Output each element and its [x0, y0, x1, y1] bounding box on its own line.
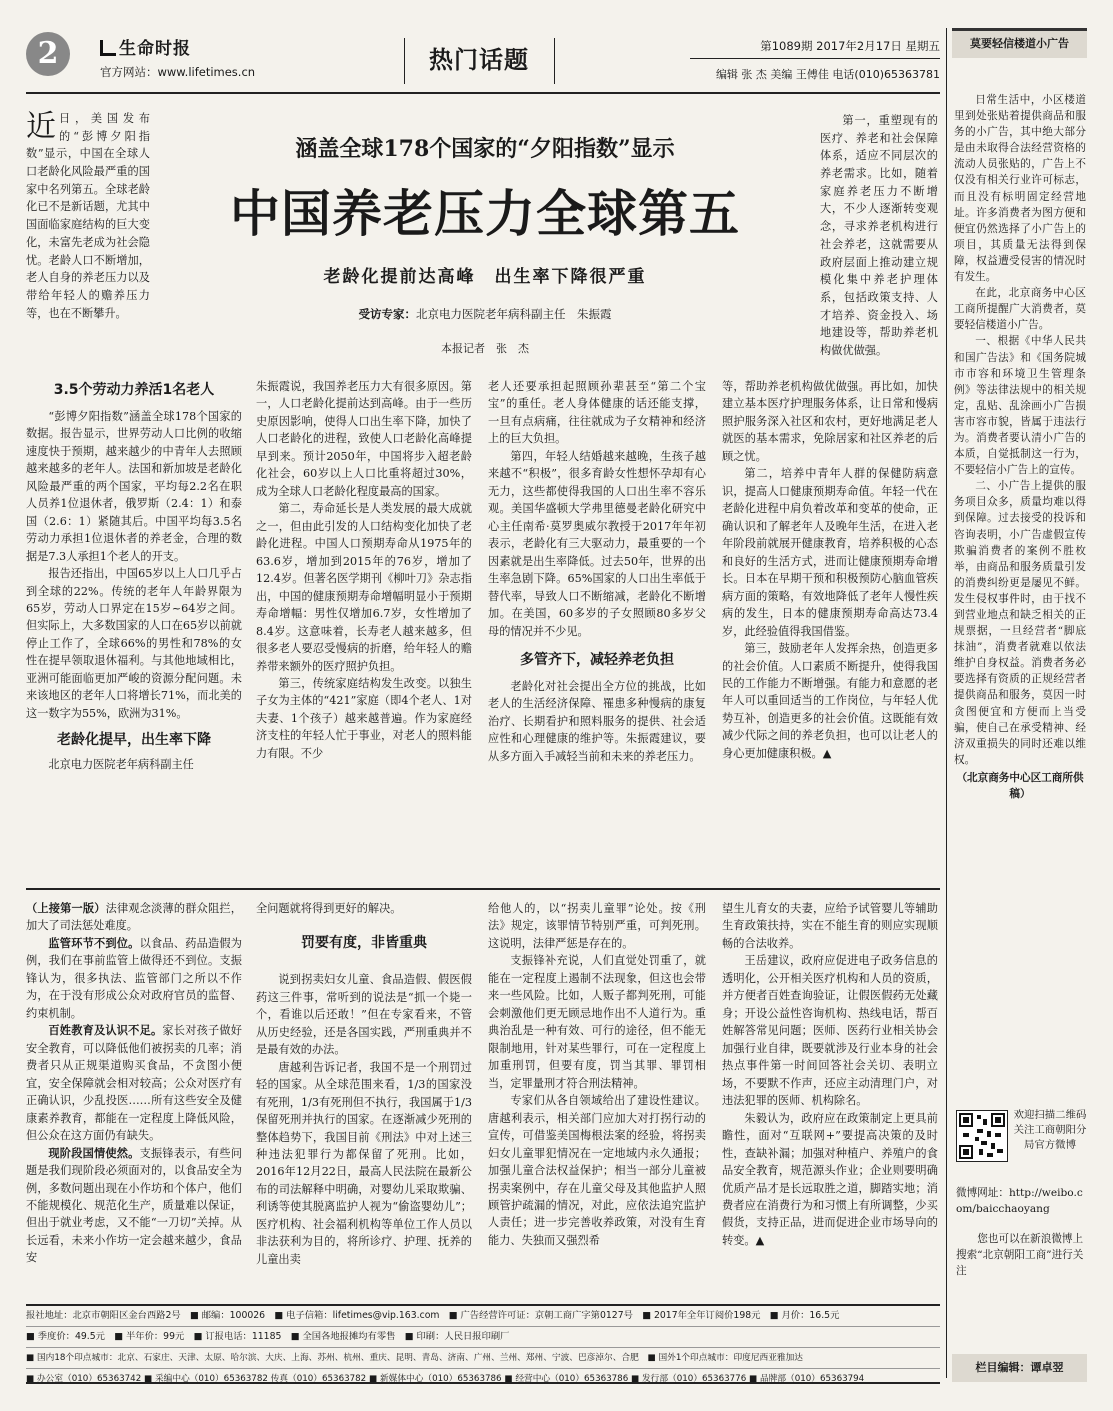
drop-cap: 近 — [26, 109, 56, 144]
paragraph: 朱毅认为，政府应在政策制定上更具前瞻性，面对“互联网+”要提高决策的及时性，查缺补漏；加强对种植户、养殖户的食品安全教育，规范源头作业；企业则要明确优质产品才是长远取胜之道，脚踏实地；消费者应在消费行为和习惯上有所调整，少买假货，支持正品，进而促进企业市场导向的转变。▲ — [722, 1111, 938, 1247]
column-2 — [256, 378, 472, 762]
paragraph: 老龄化对社会提出全方位的挑战，比如老人的生活经济保障、罹患多种慢病的康复治疗、长期看护和照料服务的提供、社会适应性和心理健康的维护等。朱振霞建议，要从多方面入手减轻当前和未来的养老压力。 — [488, 679, 706, 763]
sidebar-title: 莫要轻信楼道小广告 — [970, 37, 1069, 50]
column-4 — [722, 378, 938, 762]
main-headline: 中国养老压力全球第五 — [230, 185, 740, 243]
paragraph: 北京电力医院老年病科副主任 — [48, 758, 194, 772]
paragraph: 唐越利告诉记者，我国不是一个刑罚过轻的国家。从全球范围来看，1/3的国家没有死刑，1/3有死刑但不执行，我国属于1/3保留死刑并执行的国家。在逐渐减少死刑的整体趋势下，我国目前《刑法》中对上述三种违法犯罪行为都保留了死刑。比如，2016年12月22日，最高人民法院在最新公布的司法解释中明确，对婴幼儿采取欺骗、利诱等使其脱离监护人视为“偷盗婴幼儿”；医疗机构、社会福利机构等单位工作人员以非法获利为目的，将所诊疗、护理、抚养的儿童出卖 — [256, 1060, 472, 1266]
paragraph: 现阶段国情使然。支振锋表示，有些问题是我们现阶段必须面对的，以食品安全为例，多数问题出现在小作坊和个体户，他们不能规模化、规范化生产，质量难以保证，但出于就业考虑，又不能“一刀切”关掉。从长远看，未来小作坊一定会越来越少，食品安 — [26, 1145, 242, 1265]
paragraph: 日常生活中，小区楼道里到处张贴着提供商品和服务的小广告，其中绝大部分是由未取得合法经营资格的流动人员张贴的，广告上不仅没有相关行业许可标志，而且没有标明固定经营地址。许多消费者为图方便和便宜仍然选择了小广告上的项目，其质量无法得到保障，权益遭受侵害的情况时有发生。 — [954, 94, 1086, 284]
subheading-workforce: 3.5个劳动力养活1名老人 — [53, 382, 215, 398]
column-3 — [488, 378, 706, 765]
expert-label: 受访专家： — [358, 307, 416, 321]
paragraph: 报告还指出，中国65岁以上人口几乎占到全球的22%。传统的老年人年龄界限为65岁，劳动人口界定在15岁~64岁之间。但实际上，大多数国家的人口在65岁以前就停止工作了，全球66%的男性和78%的女性在提早领取退休福利。与其他地域相比，亚洲可能面临更加严峻的资源分配问题。未来该地区的老年人口将增长71%，而北美的这一数字为55%，欧洲为31%。 — [26, 567, 242, 720]
logo — [100, 34, 191, 59]
footer-row: ■ 季度价：49.5元 ■ 半年价：99元 ■ 订报电话：11185 ■ 全国各地报摊均有零售 ■ 印刷：人民日报印刷厂 — [26, 1327, 940, 1348]
paragraph: 第二，培养中青年人群的保健防病意识，提高人口健康预期寿命值。年轻一代在老龄化进程中肩负着改革和变革的使命，正确认识和了解老年人及晚年生活，在进入老年阶段前就展开健康教育，培养积极的心态和良好的生活方式，进而让健康预期寿命增长。日本在早期干预和积极预防心脑血管疾病方面的策略，有效地降低了老年人慢性疾病的发生，日本的健康预期寿命高达73.4岁，此经验值得我国借鉴。 — [722, 467, 938, 638]
column-editor: 栏目编辑：谭卓翌 — [952, 1354, 1087, 1382]
column-1 — [26, 380, 242, 774]
subheading-measures: 多管齐下，减轻养老负担 — [520, 652, 674, 669]
bottom-column-4 — [722, 900, 938, 1249]
page-number: 2 — [37, 36, 59, 71]
expert-line — [158, 306, 812, 324]
subheading-punishment: 罚要有度，非皆重典 — [301, 935, 427, 952]
paragraph: 给他人的，以“拐卖儿童罪”论处。按《刑法》规定，该罪情节特别严重，可判死刑。这说明，法律严惩是存在的。 — [488, 902, 706, 950]
editors-info: 编辑 张 杰 美编 王傅佳 电话(010)65363781 — [715, 68, 940, 81]
reporter: 本报记者 张 杰 — [441, 342, 529, 355]
paragraph: 望生儿育女的夫妻，应给予试管婴儿等辅助生育政策扶持，实在不能生育的则应实现顺畅的合法收养。 — [722, 902, 938, 950]
paragraph: 说到拐卖妇女儿童、食品造假、假医假药这三件事，常听到的说法是“抓一个毙一个，看谁以后还敢！”但在专家看来，不管从历史经验，还是各国实践，严刑重典并不是最有效的办法。 — [256, 973, 472, 1057]
deck: 老龄化提前达高峰 出生率下降很严重 — [323, 267, 647, 287]
paragraph: “彭博夕阳指数”涵盖全球178个国家的数据。报告显示，世界劳动人口比例的收缩速度快于预期，越来越少的中青年人去照顾越来越多的老年人。法国和新加坡是老龄化风险最严重的两个国家，平均每2.2名在职人员养1位退休者，俄罗斯（2.4：1）和泰国（2.6：1）紧随其后。中国平均每3.5名劳动力承担1位退休者的养老金，合理的数据是7.3人承担1个老人的开支。 — [26, 409, 242, 563]
paragraph: 老人还要承担起照顾孙辈甚至“第二个宝宝”的重任。老人身体健康的话还能支撑，一旦有点病痛，往往就成为子女精神和经济上的巨大负担。 — [488, 380, 706, 446]
paragraph: 监管环节不到位。以食品、药品造假为例，我们在事前监管上做得还不到位。支振锋认为，很多执法、监管部门之所以不作为，在于没有形成公众对政府官员的监督、约束机制。 — [26, 935, 242, 1020]
logo-mark — [100, 40, 116, 56]
paragraph: 一、根据《中华人民共和国广告法》和《国务院城市市容和环境卫生管理条例》等法律法规中的相关规定，乱贴、乱涂画小广告损害市容市貌，皆属于违法行为。消费者要认清小广告的本质，自觉抵制这一行为，不要轻信小广告上的宣传。 — [954, 335, 1086, 477]
paragraph: 第四，年轻人结婚越来越晚，生孩子越来越不“积极”，很多育龄女性想怀孕却有心无力，这些都使得我国的人口出生率不容乐观。美国华盛顿大学弗里德曼老龄化研究中心主任南希·莫罗奥威尔教授于2017年年初表示，老龄化有三大驱动力，最重要的一个因素就是出生率降低。过去50年，世界的出生率急剧下降。65%国家的人口出生率低于替代率，导致人口不断缩减，老龄化不断增加。在美国，60多岁的子女照顾80多岁父母的情况并不少见。 — [488, 449, 706, 638]
paragraph: 等，帮助养老机构做优做强。再比如，加快建立基本医疗护理服务体系，让日常和慢病照护服务深入社区和农村，更好地满足老人就医的基本需求，免除居家和社区养老的后顾之忧。 — [722, 380, 938, 463]
bottom-column-3 — [488, 900, 706, 1249]
qr-code-icon — [956, 1110, 1008, 1162]
sidebar-header — [952, 28, 1087, 58]
subheading-aging: 老龄化提早，出生率下降 — [57, 732, 211, 749]
expert-name: 北京电力医院老年病科副主任 朱振霞 — [416, 307, 612, 321]
footer-row: ■ 办公室（010）65363742 ■ 采编中心（010）65363782 传真（010）65363782 ■ 新媒体中心（010）65363786 ■ 经营中心（010）65363786 ■ 发行部（010）65363776 ■ 品牌部（010）65363794 — [26, 1374, 865, 1384]
right-top-text: 第一，重塑现有的医疗、养老和社会保障体系，适应不同层次的养老需求。比如，随着家庭养老压力不断增大，不少人逐渐转变观念，寻求养老机构进行社会养老，这就需要从政府层面上推动建立规模化集中养老护理体系，包括政策支持、人才培养、资金投入、场地建设等，帮助养老机构做优做强。 — [820, 114, 938, 357]
paragraph: 专家们从各自领域给出了建设性建议。唐越利表示，相关部门应加大对打拐行动的宣传，可借鉴美国梅根法案的经验，将拐卖妇女儿童罪犯情况在一定地域内永久通报；加强儿童合法权益保护；相当一部分儿童被拐卖案例中，存在儿童父母及其他监护人照顾管护疏漏的情况，对此，应依法追究监护人责任；进一步完善收养政策，对没有生育能力、失独而又强烈希 — [488, 1094, 706, 1247]
page-number-badge — [26, 32, 70, 76]
bottom-column-1: （上接第一版）法律观念淡薄的群众阻拦，加大了司法惩处难度。 监管环节不到位。以食品、药品造假为例，我们在事前监管上做得还不到位。支振锋认为，很多执法、监管部门之所以不作为，在于没有形成公众对政府官员的监督、约束机制。 百姓教育及认识不足。家长对孩子做好安全教育，可以降低他们被拐卖的几率；消费者只从正规渠道购买食品，不贪图小便宜，安全保障就会相对较高；公众对医疗有正确认识，少乱投医……所有这些安全及健康素养教育，都能在一定程度上降低风险，但公众在这方面仍有缺失。 现阶段国情使然。支振锋表示，有些问题是我们现阶段必须面对的，以食品安全为例，多数问题出现在小作坊和个体户，他们不能规模化、规范化生产，质量难以保证，但出于就业考虑，又不能“一刀切”关掉。从长远看，未来小作坊一定会越来越少，食品安 — [26, 900, 242, 1267]
continued-label: （上接第一版） — [26, 901, 106, 915]
weibo-url[interactable]: 微博网址：http://weibo.com/baicchaoyang — [956, 1187, 1083, 1215]
paragraph: 第二，寿命延长是人类发展的最大成就之一，但由此引发的人口结构变化加快了老龄化进程。中国人口预期寿命从1975年的63.6岁，增加到2015年的76岁，增加了12.4岁。但著名医学期刊《柳叶刀》杂志指出，中国的健康预期寿命增幅明显小于预期寿命增幅：男性仅增加6.7岁，女性增加了8.4岁。这意味着，长寿老人越来越多，但很多老人要忍受慢病的折磨，给年轻人的赡养带来额外的医疗照护负担。 — [256, 502, 472, 673]
footer — [26, 1304, 940, 1384]
sidebar-body — [954, 92, 1086, 802]
logo-text: 生命时报 — [119, 39, 191, 59]
section-title: 热门话题 — [429, 46, 529, 74]
footer-row: ■ 国内18个印点城市：北京、石家庄、天津、太原、哈尔滨、大庆、上海、苏州、杭州、重庆、昆明、青岛、济南、广州、兰州、郑州、宁波、巴彦淖尔、合肥 ■ 国外1个印点城市：印度尼西亚雅加达 — [26, 1348, 940, 1369]
weibo-search-tip: 您也可以在新浪微博上搜索“北京朝阳工商”进行关注 — [956, 1233, 1084, 1277]
paragraph: 第三，传统家庭结构发生改变。以独生子女为主体的“421”家庭（即4个老人、1对夫妻、1个孩子）越来越普遍。作为家庭经济支柱的年轻人忙于事业，对老人的照料能力有限。不少 — [256, 676, 472, 760]
paragraph: 二、小广告上提供的服务项目众多，质量均难以得到保障。过去接受的投诉和咨询表明，小广告虚假宣传欺骗消费者的案例不胜枚举，由商品和服务质量引发的消费纠纷更是屡见不鲜。发生侵权事件时，由于找不到营业地点和缺乏相关的正规票据，一旦经营者“脚底抹油”，消费者就难以依法维护自身权益。消费者务必要选择有资质的正规经营者提供商品和服务，莫因一时贪图便宜和方便而上当受骗，使自己在承受精神、经济双重损失的同时还难以维权。 — [954, 480, 1086, 766]
paragraph: 第三，鼓励老年人发挥余热，创造更多的社会价值。人口素质不断提升，使得我国民的工作能力不断增强。有能力和意愿的老年人可以重回适当的工作岗位，与年轻人优势互补，创造更多的社会价值。这既能有效减少代际之间的养老负担，也可以让老人的身心更加健康积极。▲ — [722, 642, 938, 760]
issue-info: 第1089期 2017年2月17日 星期五 — [760, 39, 940, 53]
kicker: 涵盖全球178个国家的“夕阳指数”显示 — [295, 136, 675, 162]
paragraph: 在此，北京商务中心区工商所提醒广大消费者，莫要轻信楼道小广告。 — [954, 287, 1086, 332]
website: 官方网站：www.lifetimes.cn — [100, 65, 256, 79]
bottom-column-2: 全问题就将得到更好的解决。 罚要有度，非皆重典 说到拐卖妇女儿童、食品造假、假医假药这三件事，常听到的说法是“抓一个毙一个，看谁以后还敢！”但在专家看来，不管从历史经验，还是各国实践，严刑重典并不是最有效的办法。 唐越利告诉记者，我国不是一个刑罚过轻的国家。从全球范围来看，1/3的国家没有死刑，1/3有死刑但不执行，我国属于1/3保留死刑并执行的国家。在逐渐减少死刑的整体趋势下，我国目前《刑法》中对上述三种违法犯罪行为都保留了死刑。比如，2016年12月22日，最高人民法院在最新公布的司法解释中明确，对婴幼儿采取欺骗、利诱等使其脱离监护人视为“偷盗婴幼儿”；医疗机构、社会福利机构等单位工作人员以非法获利为目的，将所诊疗、护理、抚养的儿童出卖 — [256, 900, 472, 1268]
sidebar-source: （北京商务中心区工商所供稿） — [956, 771, 1084, 801]
paragraph: 支振锋补充说，人们直觉处罚重了，就能在一定程度上遏制不法现象，但这也会带来一些风险。比如，人贩子都判死刑，可能会刺激他们更无顾忌地作出不人道行为。重典治乱是一种有效、可行的途径，但不能无限制地用，针对某些罪行，可在一定程度上加重刑罚，但要有度，罚当其罪、罪罚相当，定罪量刑才符合刑法精神。 — [488, 954, 706, 1090]
paragraph: 王岳建议，政府应促进电子政务信息的透明化，公开相关医疗机构和人员的资质，并方便者百姓查询验证，让假医假药无处藏身；开设公益性咨询机构、热线电话，帮百姓解答常见问题；医师、医药行业相关协会加强行业自律，既要就涉及行业本身的社会热点事件第一时间回答社会关切、表明立场，不要默不作声，还应主动清理门户，对违法犯罪的医师、机构除名。 — [722, 954, 938, 1108]
paragraph: 百姓教育及认识不足。家长对孩子做好安全教育，可以降低他们被拐卖的几率；消费者只从正规渠道购买食品，不贪图小便宜，安全保障就会相对较高；公众对医疗有正确认识，少乱投医……所有这些安全及健康素养教育，都能在一定程度上降低风险，但公众在这方面仍有缺失。 — [26, 1023, 242, 1143]
paragraph: 朱振霞说，我国养老压力大有很多原因。第一，人口老龄化提前达到高峰。由于一些历史原因影响，使得人口出生率下降，加快了人口老龄化的进程，致使人口老龄化高峰提早到来。预计2050年，中国将步入超老龄化社会，60岁以上人口比重将超过30%，成为全球人口老龄化程度最高的国家。 — [256, 380, 472, 498]
qr-caption: 欢迎扫描二维码关注工商朝阳分局官方微博 — [1013, 1109, 1087, 1152]
footer-row: 报社地址：北京市朝阳区金台西路2号 ■ 邮编：100026 ■ 电子信箱：lifetimes@vip.163.com ■ 广告经营许可证：京朝工商广字第0127号 ■ 2017年全年订阅价198元 ■ 月价：16.5元 — [26, 1306, 940, 1327]
lead-text: 近日，美国发布的“彭博夕阳指数”显示，中国在全球人口老龄化风险最严重的国家中名列第五。全球老龄化已不是新话题，尤其中国面临家庭结构的巨大变化，未富先老成为社会隐忧。老龄人口不断增加，老人自身的养老压力以及带给年轻人的赡养压力等，也在不断攀升。 — [26, 109, 150, 320]
